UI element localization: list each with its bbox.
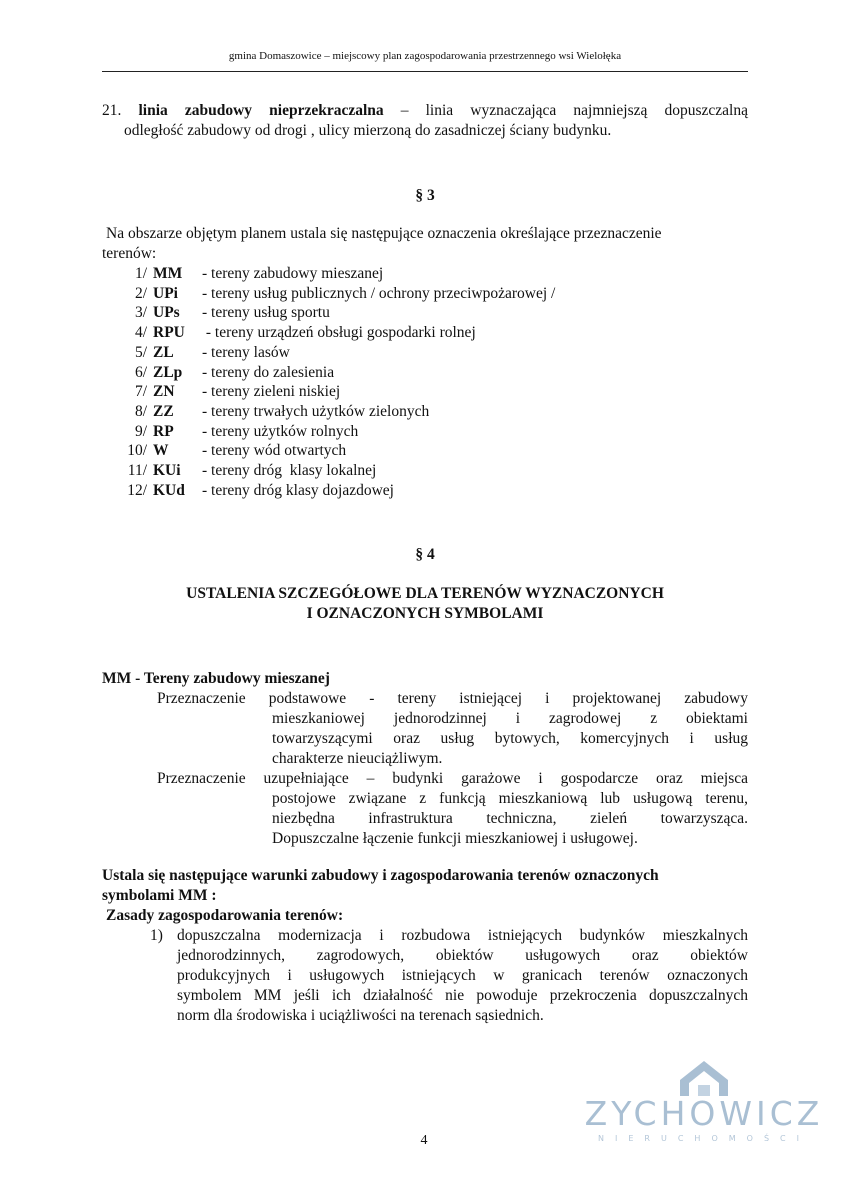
mm-p1-line2: mieszkaniowej jednorodzinnej i zagrodowej z obiektami <box>272 710 748 727</box>
designation-number: 5/ <box>134 343 147 361</box>
running-header: gmina Domaszowice – miejscowy plan zagospodarowania przestrzennego wsi Wielołęka <box>228 50 622 62</box>
item-21-number: 21. <box>102 102 122 119</box>
mm-p2-line3: niezbędna infrastruktura techniczna, zieleń towarzysząca. <box>272 810 748 827</box>
conditions-line1: Ustala się następujące warunki zabudowy i zagospodarowania terenów oznaczonych <box>102 867 659 884</box>
house-icon <box>580 1058 828 1098</box>
item-21-line1 <box>102 101 748 121</box>
designation-item <box>110 264 710 284</box>
header-rule <box>102 71 748 72</box>
designation-number: 3/ <box>134 304 147 322</box>
designation-description: - tereny trwałych użytków zielonych <box>202 402 430 420</box>
designation-description: - tereny urządzeń obsługi gospodarki rolnej <box>202 324 476 342</box>
designation-number: 7/ <box>134 383 147 401</box>
designation-number: 8/ <box>134 402 147 420</box>
designation-description: - tereny dróg klasy dojazdowej <box>202 481 394 499</box>
designation-number: 9/ <box>134 422 147 440</box>
designation-description: - tereny wód otwartych <box>202 442 347 460</box>
designation-symbol: ZL <box>153 343 174 361</box>
item-21-line2: odległość zabudowy od drogi , ulicy mierzoną do zasadniczej ściany budynku. <box>124 122 612 139</box>
item-21-rest: – linia wyznaczająca najmniejszą dopuszczalną <box>383 102 748 119</box>
designation-number: 11/ <box>127 462 147 479</box>
designation-number: 4/ <box>134 324 147 342</box>
designation-number: 6/ <box>134 363 147 381</box>
designation-item <box>110 461 710 481</box>
designation-description: - tereny usług sportu <box>202 304 330 322</box>
designation-description: - tereny zieleni niskiej <box>202 383 341 401</box>
designation-number: 12/ <box>127 481 147 499</box>
designation-symbol: RP <box>153 422 174 440</box>
designation-item <box>110 382 710 402</box>
designation-symbol: UPs <box>153 304 180 322</box>
designation-item <box>110 343 710 363</box>
designation-description: - tereny użytków rolnych <box>202 422 359 440</box>
designation-description: - tereny zabudowy mieszanej <box>202 265 384 282</box>
designation-item <box>110 441 710 461</box>
mm-heading: MM - Tereny zabudowy mieszanej <box>102 670 330 687</box>
designation-symbol: ZZ <box>153 402 174 420</box>
item-21-term: linia zabudowy nieprzekraczalna <box>138 102 384 119</box>
designation-symbol: KUi <box>153 462 181 479</box>
designation-symbol: ZN <box>153 383 175 401</box>
designation-item <box>110 422 710 442</box>
designation-description: - tereny usług publicznych / ochrony przeciwpożarowej / <box>202 284 556 302</box>
logo-subtitle: NIERUCHOMOŚCI <box>598 1134 810 1143</box>
section-3-heading: § 3 <box>415 187 435 204</box>
designation-item <box>110 323 710 343</box>
page-number: 4 <box>420 1133 428 1148</box>
designation-symbol: UPi <box>153 284 178 302</box>
mm-p2-line4: Dopuszczalne łączenie funkcji mieszkaniowej i usługowej. <box>272 830 638 847</box>
conditions-subheading: Zasady zagospodarowania terenów: <box>106 907 344 924</box>
section-3-intro-line1: Na obszarze objętym planem ustala się następujące oznaczenia określające przeznaczenie <box>106 225 662 242</box>
section-4-title-line2: I OZNACZONYCH SYMBOLAMI <box>306 605 544 622</box>
designation-description: - tereny do zalesienia <box>202 363 335 381</box>
designation-item <box>110 402 710 422</box>
conditions-item-line5: norm dla środowiska i uciążliwości na terenach sąsiednich. <box>177 1007 544 1024</box>
designation-number: 10/ <box>127 442 147 460</box>
conditions-item-line2: jednorodzinnych, zagrodowych, obiektów usługowych oraz obiektów <box>177 947 748 964</box>
mm-p1-line4: charakterze nieuciążliwym. <box>272 750 443 767</box>
designation-symbol: ZLp <box>153 363 183 381</box>
designation-description: - tereny lasów <box>202 343 290 361</box>
mm-p2-line2: postojowe związane z funkcją mieszkaniową lub usługową terenu, <box>272 790 748 807</box>
designation-item <box>110 363 710 383</box>
mm-p1-line1: Przeznaczenie podstawowe - tereny istniejącej i projektowanej zabudowy <box>157 690 748 707</box>
section-4-heading: § 4 <box>415 546 435 563</box>
mm-p2-line1: Przeznaczenie uzupełniające – budynki garażowe i gospodarcze oraz miejsca <box>157 770 748 787</box>
designation-number: 2/ <box>134 284 147 302</box>
designation-item <box>110 481 710 501</box>
conditions-item-line4: symbolem MM jeśli ich działalność nie powoduje przekroczenia dopuszczalnych <box>177 987 748 1004</box>
designation-symbol: KUd <box>153 481 185 499</box>
conditions-item-number: 1) <box>150 927 163 944</box>
section-4-title-line1: USTALENIA SZCZEGÓŁOWE DLA TERENÓW WYZNACZONYCH <box>186 585 664 602</box>
designation-number: 1/ <box>134 265 147 282</box>
designation-symbol: RPU <box>153 324 185 342</box>
conditions-item-line3: produkcyjnych i usługowych istniejących w granicach terenów oznaczonych <box>177 967 748 984</box>
designation-item <box>110 284 710 304</box>
conditions-item-line1: dopuszczalna modernizacja i rozbudowa istniejących budynków mieszkalnych <box>177 927 748 944</box>
mm-p1-line3: towarzyszącymi oraz usług bytowych, komercyjnych i usług <box>272 730 748 747</box>
designation-symbol: W <box>153 442 169 460</box>
designation-symbol: MM <box>153 265 183 282</box>
conditions-line2: symbolami MM : <box>102 887 217 904</box>
designation-description: - tereny dróg klasy lokalnej <box>202 462 377 479</box>
logo-name: ZYCHOWICZ <box>584 1094 824 1133</box>
designation-item <box>110 303 710 323</box>
section-3-intro-line2: terenów: <box>102 245 157 262</box>
